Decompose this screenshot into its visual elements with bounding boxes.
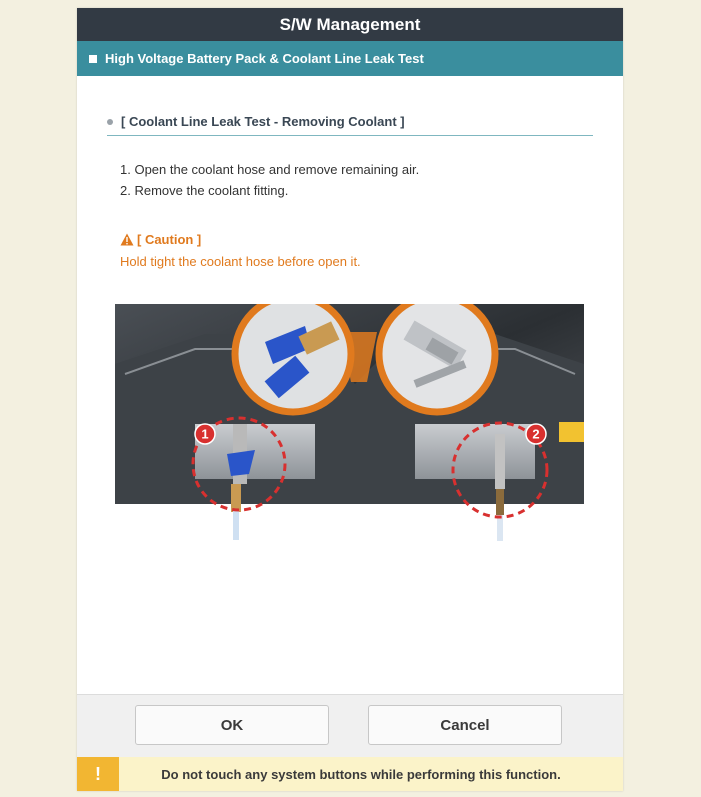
square-bullet-icon [89,55,97,63]
step-item: 2. Remove the coolant fitting. [120,183,289,198]
section-header [77,41,623,76]
sw-management-dialog [77,8,623,791]
marker-2-label: 2 [532,426,540,442]
step-item: 1. Open the coolant hose and remove remaining air. [120,162,420,177]
step-list [120,159,419,201]
ok-button[interactable]: OK [135,705,329,745]
caution-title: [ Caution ] [137,232,202,247]
marker-2 [526,424,546,444]
exclamation-icon: ! [77,757,119,791]
notice-bar [77,757,623,791]
notice-text: Do not touch any system buttons while performing this function. [161,766,561,782]
coolant-fitting-photo [115,304,584,548]
section-title: High Voltage Battery Pack & Coolant Line Leak Test [105,51,424,66]
subheading-text: [ Coolant Line Leak Test - Removing Coolant ] [121,114,405,129]
content-area [77,76,623,702]
caution-heading [120,232,201,247]
bullet-dot-icon [107,119,113,125]
window-titlebar [77,8,623,41]
caution-text: Hold tight the coolant hose before open it. [120,254,361,269]
marker-1 [195,424,215,444]
window-title: S/W Management [279,14,421,34]
cancel-button[interactable]: Cancel [368,705,562,745]
button-bar [77,694,623,757]
marker-1-label: 1 [201,426,209,442]
procedure-subheading [107,114,593,136]
warning-triangle-icon [120,233,134,246]
